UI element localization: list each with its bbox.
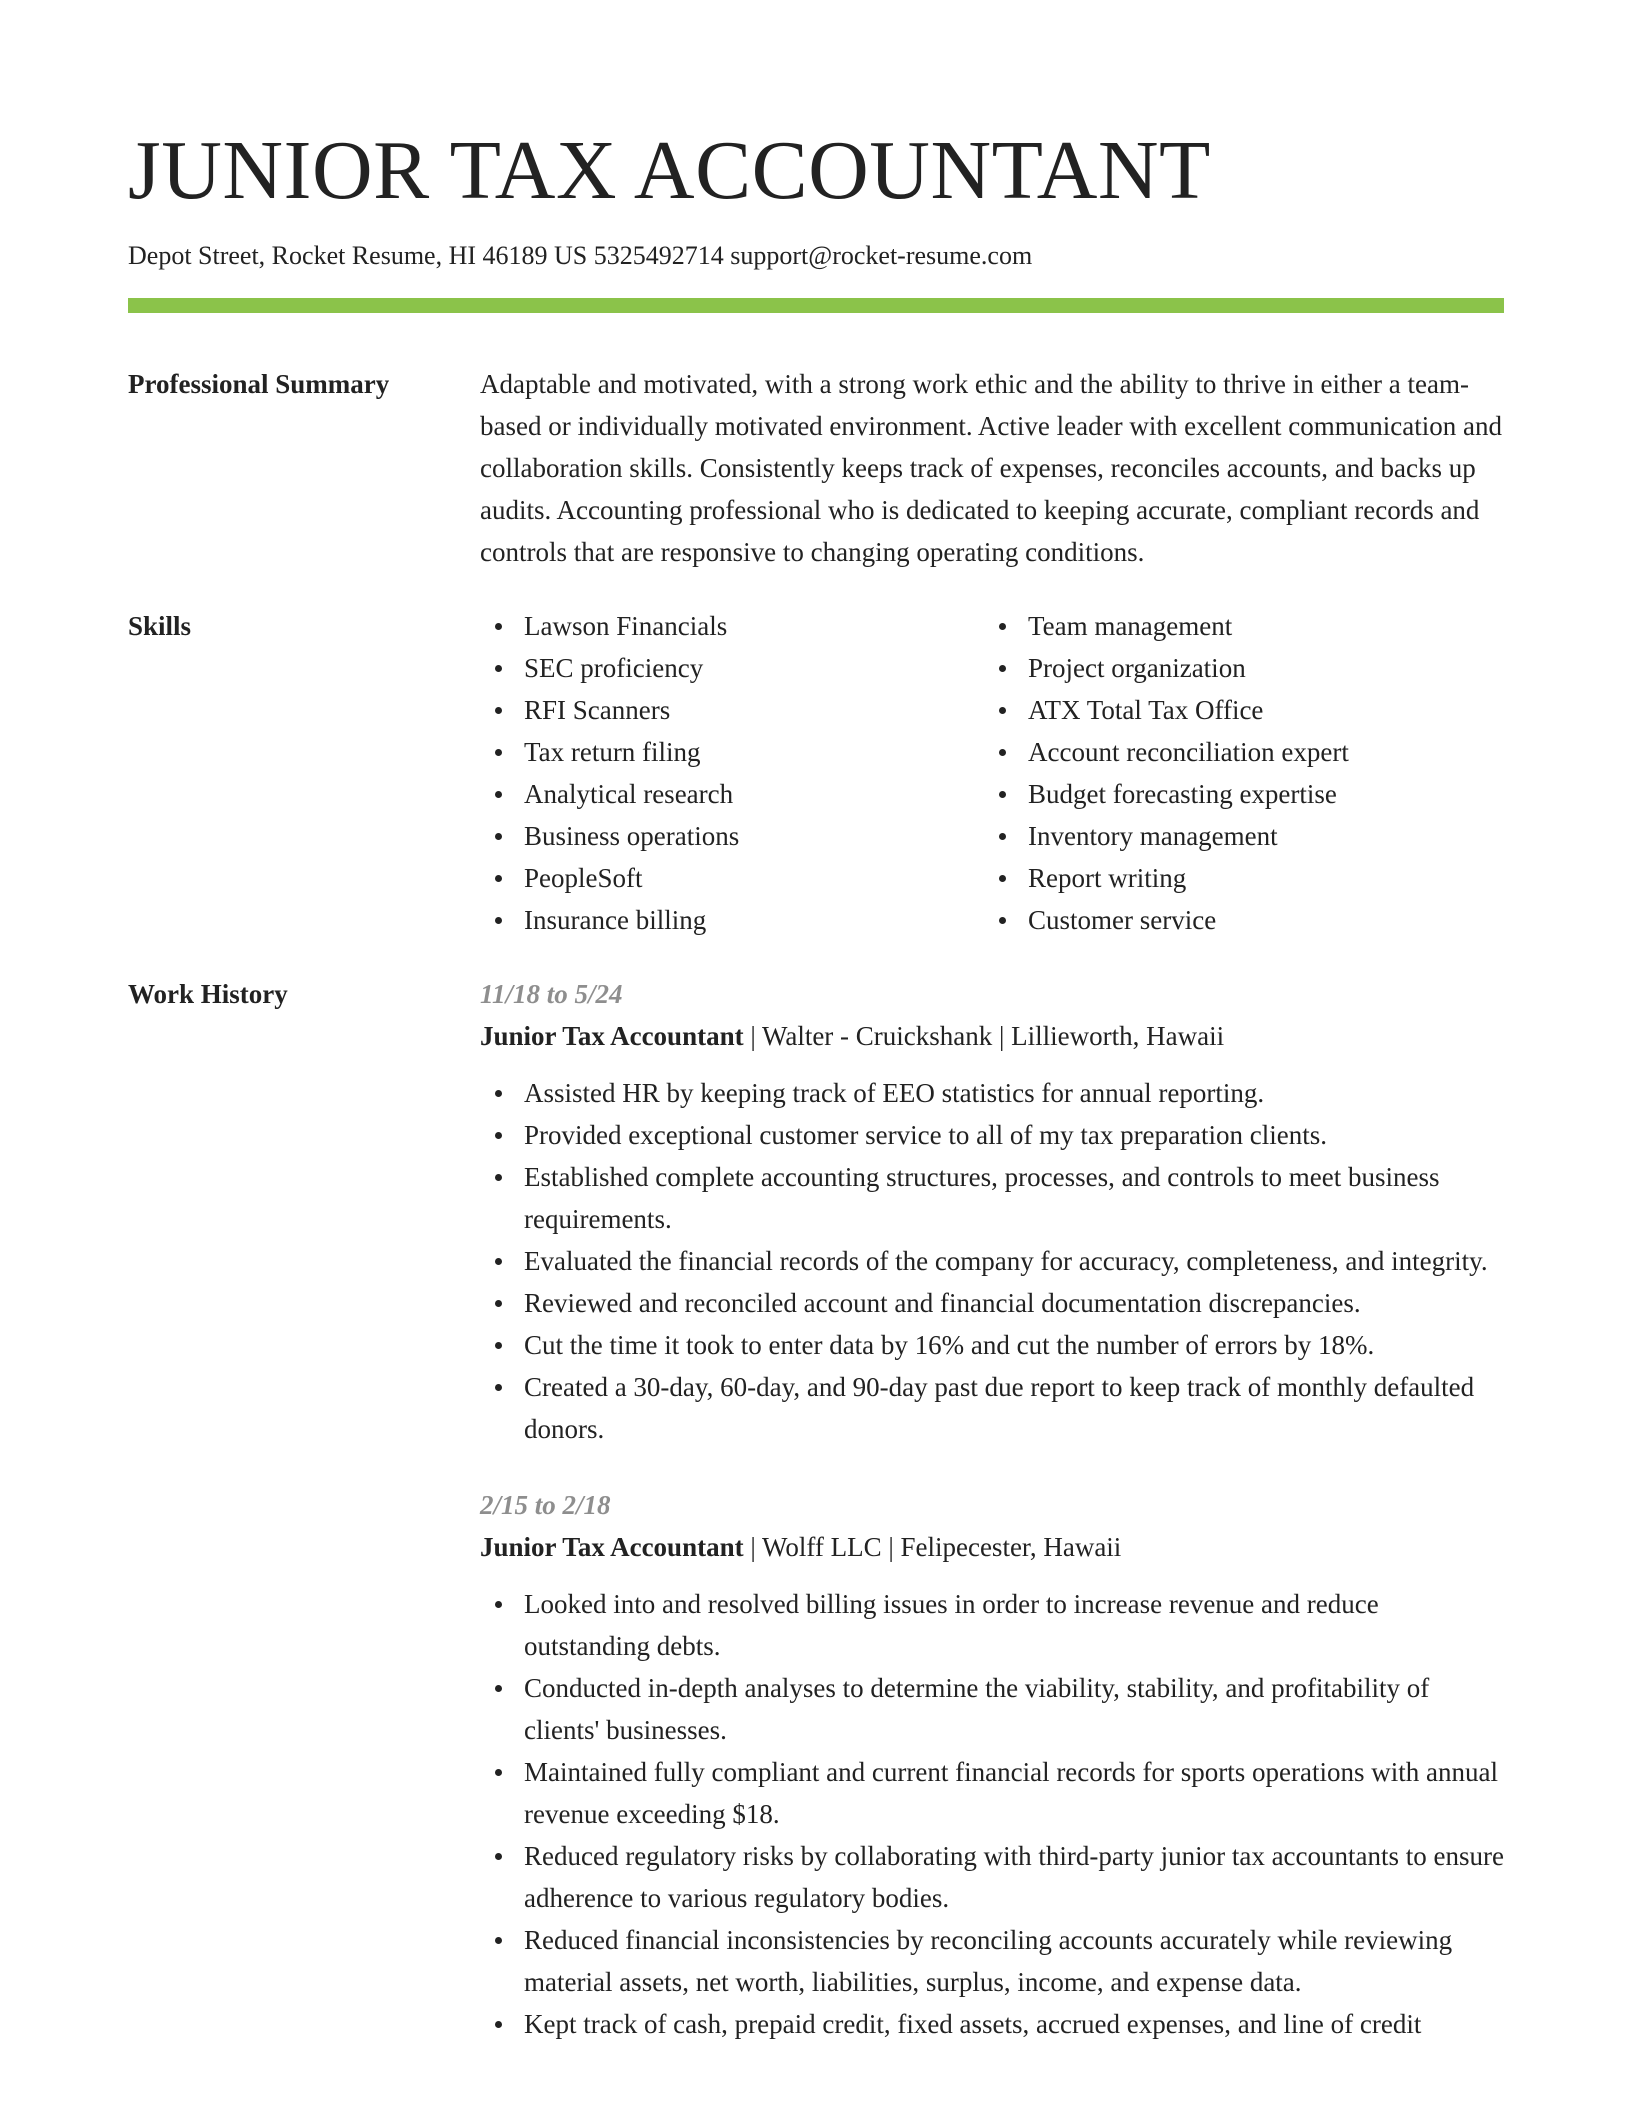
job-title: Junior Tax Accountant bbox=[480, 1021, 744, 1051]
section-label-summary: Professional Summary bbox=[128, 369, 390, 399]
skills-list-left bbox=[480, 605, 984, 941]
skill-item: Insurance billing bbox=[480, 899, 984, 941]
skill-item: Account reconciliation expert bbox=[984, 731, 1488, 773]
skill-item: Business operations bbox=[480, 815, 984, 857]
job-bullet: Evaluated the financial records of the company for accuracy, completeness, and integrity. bbox=[480, 1240, 1504, 1282]
job-title: Junior Tax Accountant bbox=[480, 1532, 744, 1562]
job-bullet: Created a 30-day, 60-day, and 90-day past due report to keep track of monthly defaulted donors. bbox=[480, 1366, 1504, 1450]
skill-item: Customer service bbox=[984, 899, 1488, 941]
skills-body bbox=[480, 605, 1504, 941]
job-bullet: Maintained fully compliant and current financial records for sports operations with annual revenue exceeding $18. bbox=[480, 1751, 1504, 1835]
summary-body bbox=[480, 363, 1504, 573]
contact-info: Depot Street, Rocket Resume, HI 46189 US 5325492714 support@rocket-resume.com bbox=[128, 241, 1033, 270]
job-bullet: Assisted HR by keeping track of EEO statistics for annual reporting. bbox=[480, 1072, 1504, 1114]
section-label-skills: Skills bbox=[128, 611, 192, 641]
section-label-work-history: Work History bbox=[128, 979, 288, 1009]
section-professional-summary bbox=[128, 363, 1504, 573]
skill-item: Lawson Financials bbox=[480, 605, 984, 647]
job-bullet: Reduced regulatory risks by collaborating with third-party junior tax accountants to ensure adherence to various regulatory bodies. bbox=[480, 1835, 1504, 1919]
skill-item: Inventory management bbox=[984, 815, 1488, 857]
skill-item: PeopleSoft bbox=[480, 857, 984, 899]
header-divider bbox=[128, 298, 1504, 313]
job-dates: 11/18 to 5/24 bbox=[480, 979, 623, 1009]
resume-title: JUNIOR TAX ACCOUNTANT bbox=[128, 124, 1211, 217]
job-bullet: Established complete accounting structures, processes, and controls to meet business requirements. bbox=[480, 1156, 1504, 1240]
job-entry bbox=[480, 1484, 1504, 2045]
job-bullet: Looked into and resolved billing issues in order to increase revenue and reduce outstanding debts. bbox=[480, 1583, 1504, 1667]
job-bullet: Conducted in-depth analyses to determine the viability, stability, and profitability of clients' businesses. bbox=[480, 1667, 1504, 1751]
skill-item: Team management bbox=[984, 605, 1488, 647]
skill-item: Budget forecasting expertise bbox=[984, 773, 1488, 815]
job-entry bbox=[480, 973, 1504, 1450]
skill-item: Tax return filing bbox=[480, 731, 984, 773]
section-skills bbox=[128, 605, 1504, 941]
skill-item: Project organization bbox=[984, 647, 1488, 689]
job-company-location: | Walter - Cruickshank | Lillieworth, Hawaii bbox=[743, 1021, 1225, 1051]
summary-text: Adaptable and motivated, with a strong work ethic and the ability to thrive in either a team-based or individually motivated environment. Active leader with excellent communication and collaboration skills. Consistently keeps track of expenses, reconciles accounts, and backs up audits. Accounting professional who is dedicated to keeping accurate, compliant records and controls that are responsive to changing operating conditions. bbox=[480, 369, 1502, 567]
job-header bbox=[480, 1526, 1504, 1568]
job-dates: 2/15 to 2/18 bbox=[480, 1490, 611, 1520]
work-history-body bbox=[480, 973, 1504, 2079]
resume-page bbox=[128, 0, 1504, 2079]
job-bullet: Reduced financial inconsistencies by reconciling accounts accurately while reviewing material assets, net worth, liabilities, surplus, income, and expense data. bbox=[480, 1919, 1504, 2003]
job-company-location: | Wolff LLC | Felipecester, Hawaii bbox=[743, 1532, 1122, 1562]
job-bullet: Provided exceptional customer service to all of my tax preparation clients. bbox=[480, 1114, 1504, 1156]
skills-column-right bbox=[984, 605, 1488, 941]
skill-item: ATX Total Tax Office bbox=[984, 689, 1488, 731]
job-bullet-list bbox=[480, 1583, 1504, 2045]
skill-item: SEC proficiency bbox=[480, 647, 984, 689]
skill-item: Report writing bbox=[984, 857, 1488, 899]
skills-list-right bbox=[984, 605, 1488, 941]
job-bullet: Reviewed and reconciled account and financial documentation discrepancies. bbox=[480, 1282, 1504, 1324]
skill-item: RFI Scanners bbox=[480, 689, 984, 731]
job-bullet: Cut the time it took to enter data by 16% and cut the number of errors by 18%. bbox=[480, 1324, 1504, 1366]
job-header bbox=[480, 1015, 1504, 1057]
skills-columns bbox=[480, 605, 1504, 941]
section-work-history bbox=[128, 973, 1504, 2079]
job-bullet-list bbox=[480, 1072, 1504, 1450]
skill-item: Analytical research bbox=[480, 773, 984, 815]
job-bullet: Kept track of cash, prepaid credit, fixed assets, accrued expenses, and line of credit bbox=[480, 2003, 1504, 2045]
skills-column-left bbox=[480, 605, 984, 941]
